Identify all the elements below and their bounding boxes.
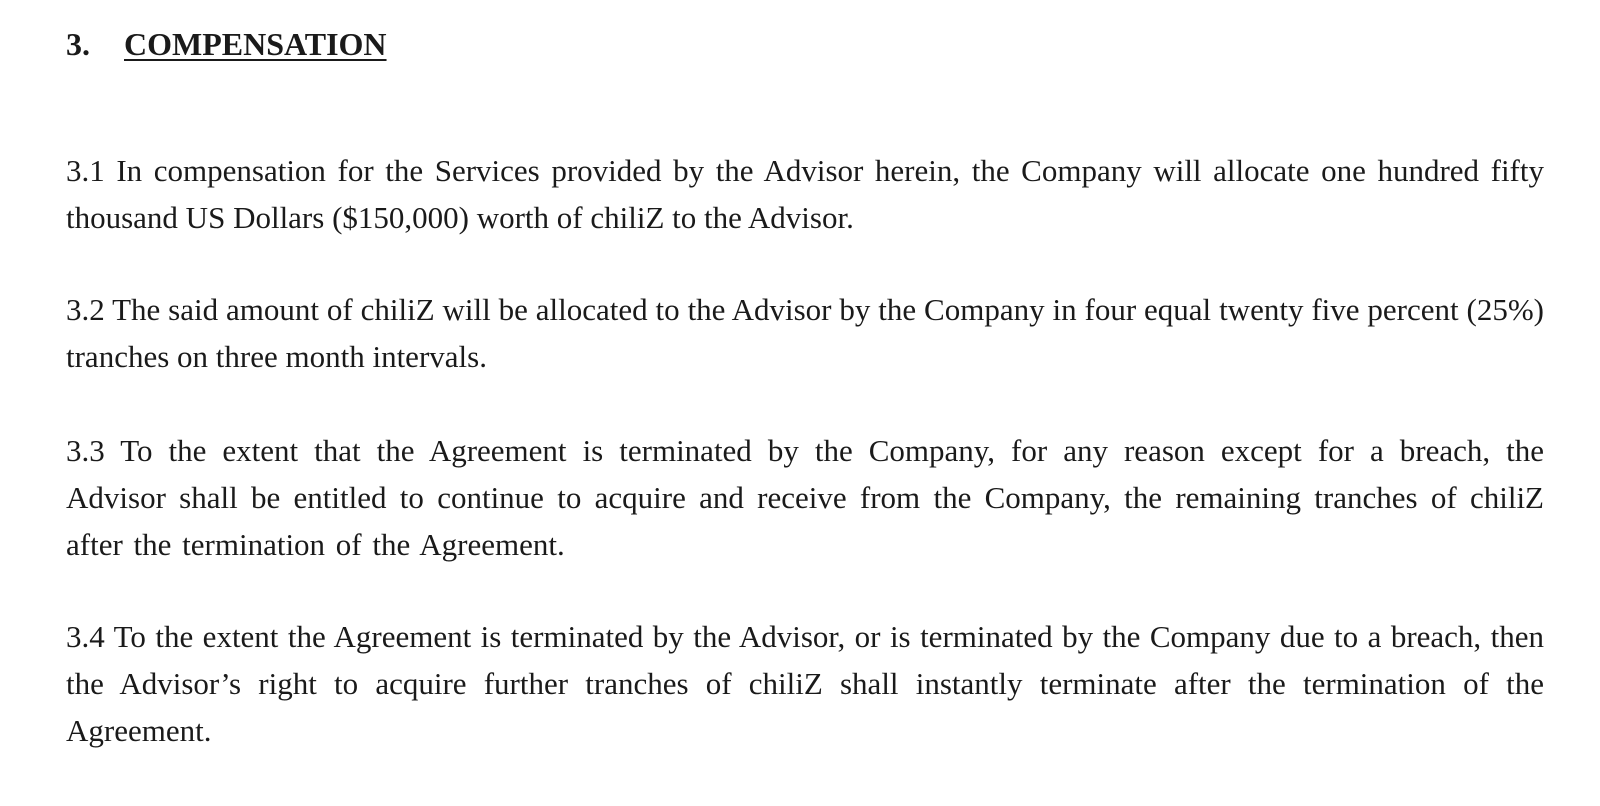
clause-3-4: 3.4 To the extent the Agreement is terminated by the Advisor, or is terminated by the Company due to a breach, then the Advisor’s right to acquire further tranches of chiliZ shall instantly terminate after the termination of the Agreement. — [66, 619, 1544, 748]
clause-3-1: 3.1 In compensation for the Services provided by the Advisor herein, the Company will allocate one hundred fifty thousand US Dollars ($150,000) worth of chiliZ to the Advisor. — [66, 153, 1544, 235]
section-heading — [66, 24, 387, 64]
clause-3-3: 3.3 To the extent that the Agreement is terminated by the Company, for any reason except for a breach, the Advisor shall be entitled to continue to acquire and receive from the Company, the remaining tranches of chiliZ after the termination of the Agreement. — [66, 433, 1544, 562]
section-title: COMPENSATION — [124, 26, 387, 62]
section-number: 3. — [66, 26, 90, 62]
clause-3-2: 3.2 The said amount of chiliZ will be allocated to the Advisor by the Company in four equal twenty five percent (25%) tranches on three month intervals. — [66, 292, 1544, 374]
